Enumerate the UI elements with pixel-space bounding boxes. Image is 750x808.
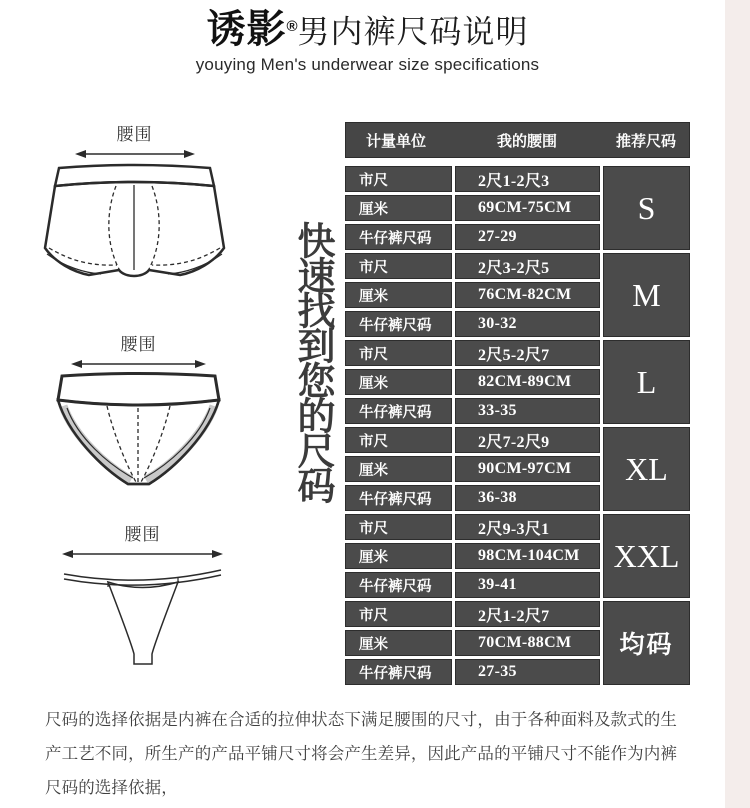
page-subtitle: youying Men's underwear size specifications	[195, 54, 540, 74]
waist-value-cell: 82CM-89CM	[455, 369, 600, 395]
unit-cell: 市尺	[345, 340, 452, 366]
waist-value-cell: 36-38	[455, 485, 600, 511]
waist-value-cell: 2尺7-2尺9	[455, 427, 600, 453]
size-cell: M	[603, 253, 690, 337]
size-cell: XXL	[603, 514, 690, 598]
header-unit: 计量单位	[366, 132, 427, 150]
unit-cell: 厘米	[345, 282, 452, 308]
waist-arrow-icon	[75, 148, 195, 160]
waist-value-cell: 30-32	[455, 311, 600, 337]
size-cell: S	[603, 166, 690, 250]
unit-cell: 牛仔裤尺码	[345, 485, 452, 511]
footer-note: 尺码的选择依据是内裤在合适的拉伸状态下满足腰围的尺寸，由于各种面料及款式的生产工艺不同，所生产的产品平铺尺寸将会产生差异，因此产品的平铺尺寸不能作为内裤尺码的选择依据，	[45, 711, 677, 797]
unit-cell: 厘米	[345, 456, 452, 482]
right-accent-band	[725, 0, 750, 808]
page-title	[0, 6, 735, 53]
unit-cell: 市尺	[345, 601, 452, 627]
waist-value-cell: 69CM-75CM	[455, 195, 600, 221]
waist-label: 腰围	[120, 335, 157, 354]
header-my-waist: 我的腰围	[496, 132, 557, 150]
waist-value-cell: 27-29	[455, 224, 600, 250]
waist-arrow-icon	[62, 548, 223, 560]
thong-art	[62, 562, 223, 668]
unit-cell: 牛仔裤尺码	[345, 572, 452, 598]
unit-cell: 市尺	[345, 253, 452, 279]
unit-cell: 市尺	[345, 514, 452, 540]
waist-label: 腰围	[124, 525, 161, 544]
size-cell: 均码	[603, 601, 690, 685]
brief-art	[50, 372, 227, 490]
unit-cell: 厘米	[345, 195, 452, 221]
unit-cell: 牛仔裤尺码	[345, 398, 452, 424]
unit-cell: 厘米	[345, 543, 452, 569]
waist-arrow-icon	[71, 358, 206, 370]
brand-logo: 诱影	[206, 7, 287, 53]
waist-value-cell: 2尺9-3尺1	[455, 514, 600, 540]
boxer-art	[43, 162, 226, 288]
waist-value-cell: 27-35	[455, 659, 600, 685]
unit-cell: 牛仔裤尺码	[345, 311, 452, 337]
size-table	[345, 122, 690, 685]
waist-value-cell: 2尺1-2尺7	[455, 601, 600, 627]
registered-mark: ®	[286, 18, 298, 35]
unit-cell: 厘米	[345, 630, 452, 656]
waist-value-cell: 76CM-82CM	[455, 282, 600, 308]
waist-value-cell: 98CM-104CM	[455, 543, 600, 569]
unit-cell: 牛仔裤尺码	[345, 224, 452, 250]
page-header	[0, 6, 735, 75]
unit-cell: 市尺	[345, 166, 452, 192]
waist-value-cell: 90CM-97CM	[455, 456, 600, 482]
waist-value-cell: 33-35	[455, 398, 600, 424]
size-table-header	[345, 122, 690, 158]
waist-value-cell: 2尺5-2尺7	[455, 340, 600, 366]
waist-label: 腰围	[116, 125, 153, 144]
waist-value-cell: 39-41	[455, 572, 600, 598]
thong-diagram	[62, 524, 223, 668]
title-text: 男内裤尺码说明	[297, 13, 529, 50]
unit-cell: 厘米	[345, 369, 452, 395]
size-table-body	[345, 166, 690, 685]
waist-value-cell: 2尺3-2尺5	[455, 253, 600, 279]
waist-value-cell: 2尺1-2尺3	[455, 166, 600, 192]
unit-cell: 牛仔裤尺码	[345, 659, 452, 685]
size-cell: L	[603, 340, 690, 424]
brief-diagram	[50, 334, 227, 490]
waist-value-cell: 70CM-88CM	[455, 630, 600, 656]
size-cell: XL	[603, 427, 690, 511]
boxer-diagram	[43, 124, 226, 288]
slogan-vertical: 快速找到您的尺码	[291, 221, 336, 501]
header-recommended-size: 推荐尺码	[615, 132, 676, 150]
unit-cell: 市尺	[345, 427, 452, 453]
